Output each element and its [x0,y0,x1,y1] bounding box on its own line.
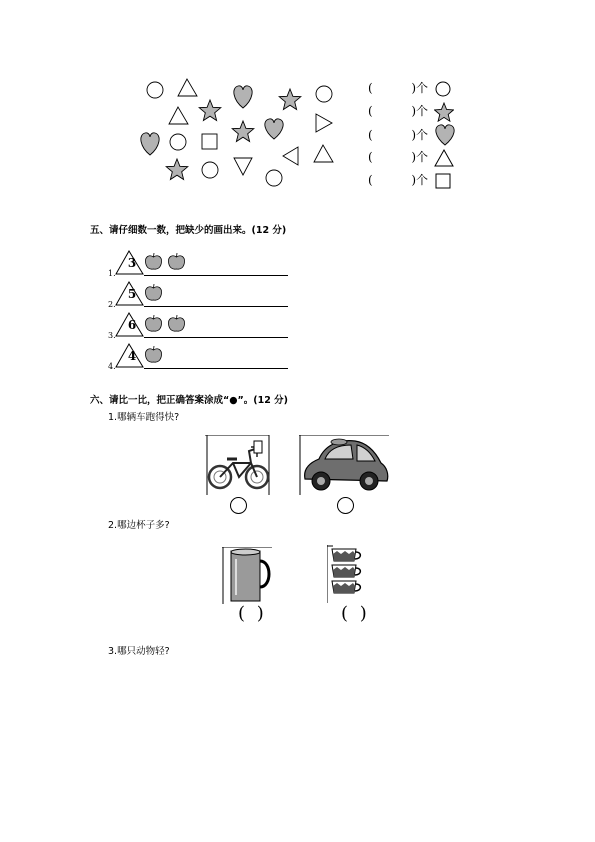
bicycle-picture [205,435,271,497]
apple-group [144,314,186,333]
apple-row [108,281,288,309]
question-1: 1.哪辆车跑得快? [108,412,180,423]
answer-paren-right[interactable]: ( ) [341,603,370,624]
drawing-line[interactable] [144,275,288,276]
apple-row [108,250,288,278]
heart-shape [265,119,283,139]
apple-group [144,252,186,271]
apple-icon [144,252,163,271]
unit-label: 个 [416,173,429,187]
section-6-title: 六、请比一比，把正确答案涂成“●”。(12 分) [90,395,288,406]
circle-shape [266,170,282,186]
unit-label: 个 [416,150,429,164]
star-icon [434,102,454,122]
count-row [368,170,452,190]
count-row [368,101,454,121]
star-shape [232,121,254,142]
apple-icon [144,314,163,333]
triangle-shape [283,147,298,165]
target-number: 4 [127,349,137,363]
heart-shape [141,133,159,155]
triangle-shape [314,145,333,162]
target-number: 3 [127,256,137,270]
circle-shape [316,86,332,102]
stacked-cups-picture [327,545,367,605]
answer-circle-car[interactable] [337,497,354,514]
apple-icon [144,345,163,364]
unit-label: 个 [416,127,429,142]
answer-blank[interactable]: ( ) [368,127,416,142]
answer-blank[interactable]: ( ) [368,81,416,95]
answer-blank[interactable]: ( ) [368,104,416,118]
target-number: 6 [127,318,137,332]
triangle-shape [234,158,252,175]
question-2: 2.哪边杯子多? [108,520,170,531]
apple-row [108,343,288,371]
apple-icon [167,252,186,271]
answer-blank[interactable]: ( ) [368,173,416,187]
answer-circle-bicycle[interactable] [230,497,247,514]
square-shape [202,134,217,149]
triangle-shape [316,114,332,132]
circle-shape [202,162,218,178]
answer-blank[interactable]: ( ) [368,150,416,164]
apple-group [144,283,163,302]
large-cup-picture [222,547,276,605]
star-shape [279,89,301,110]
square-icon [434,172,452,190]
question-3: 3.哪只动物轻? [108,646,170,657]
car-picture [299,435,391,497]
section-5-title: 五、请仔细数一数，把缺少的画出来。(12 分) [90,225,287,236]
count-row [368,147,454,167]
star-shape [166,159,188,180]
triangle-icon [434,149,454,167]
shapes-cluster [130,70,350,195]
apple-icon [167,314,186,333]
apple-icon [144,283,163,302]
unit-label: 个 [416,104,429,118]
count-row [368,124,456,144]
triangle-shape [178,79,197,96]
triangle-shape [169,107,188,124]
apple-group [144,345,163,364]
heart-shape [234,86,252,108]
item-number: 4. [108,362,116,371]
circle-icon [434,80,452,98]
answer-paren-left[interactable]: ( ) [238,603,267,624]
target-number: 5 [127,287,137,301]
heart-icon [434,124,456,146]
count-row [368,78,452,98]
drawing-line[interactable] [144,368,288,369]
drawing-line[interactable] [144,337,288,338]
apple-row [108,312,288,340]
drawing-line[interactable] [144,306,288,307]
item-number: 3. [108,331,116,340]
star-shape [199,100,221,121]
circle-shape [147,82,163,98]
circle-shape [170,134,186,150]
unit-label: 个 [416,81,429,95]
item-number: 2. [108,300,116,309]
item-number: 1. [108,269,116,278]
